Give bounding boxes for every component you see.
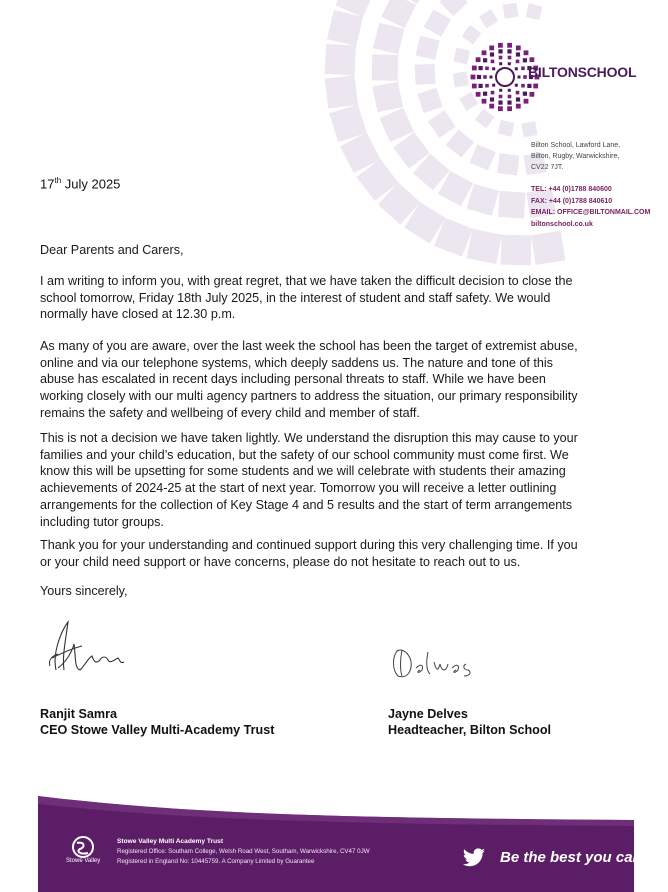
deco-square: [497, 153, 519, 175]
deco-square: [467, 184, 499, 216]
company-registration: Registered in England No: 10445759. A Company Limited by Guarantee: [117, 858, 315, 865]
deco-square: [428, 110, 456, 138]
registered-office: Registered Office: Southam College, Welsh Road West, Southam, Warwickshire, CV47 0JW: [117, 848, 370, 855]
logo-dot: [507, 43, 512, 48]
deco-square: [439, 0, 467, 16]
logo-dot: [521, 84, 525, 88]
school-address: [531, 140, 641, 173]
logo-dot: [516, 104, 521, 109]
logo-dot: [491, 91, 495, 95]
logo-dot: [523, 92, 527, 96]
logo-dot: [523, 58, 527, 62]
deco-square: [424, 9, 451, 36]
closing: Yours sincerely,: [40, 584, 128, 598]
logo-dot: [516, 91, 520, 95]
logo-dot: [491, 60, 495, 64]
deco-square: [417, 88, 442, 113]
paragraph-2: As many of you are aware, over the last week the school has been the target of extremist abuse, online and via our telephone systems, which deeply saddens us. The nature and tone of this abuse has escalated in recent days including personal threats to staff. While we have been working closely with our multi agency partners to address the situation, our primary responsibility remains the safety and wellbeing of every child and member of staff.: [40, 339, 578, 420]
signatory-1-title: CEO Stowe Valley Multi-Academy Trust: [40, 723, 275, 737]
salutation: Dear Parents and Carers,: [40, 243, 184, 257]
paragraph-1: I am writing to inform you, with great regret, that we have taken the difficult decision to close the school tomorrow, Friday 18th July 2025, in the interest of student and staff safety. We would normally have closed at 12.30 p.m.: [40, 274, 573, 322]
deco-square: [373, 23, 404, 54]
logo-dot: [498, 106, 503, 111]
logo-dot: [482, 99, 487, 104]
logo-dot: [499, 89, 502, 92]
logo-dot: [533, 84, 538, 89]
deco-square: [327, 10, 363, 46]
logo-dot: [516, 52, 520, 56]
deco-square: [498, 191, 526, 219]
stowe-valley-logo-label: Stowe Valley: [66, 858, 101, 864]
deco-square: [526, 3, 543, 20]
logo-dot: [479, 84, 483, 88]
deco-square: [415, 64, 436, 85]
deco-square: [453, 48, 470, 65]
logo-dot: [499, 56, 503, 60]
address-line: Bilton School, Lawford Lane,: [531, 142, 621, 149]
logo-dot: [523, 75, 527, 79]
logo-dot: [516, 60, 520, 64]
deco-square: [503, 3, 519, 19]
letter-date: 17th July 2025: [40, 176, 121, 192]
logo-dot: [490, 97, 494, 101]
logo-dot: [489, 46, 494, 51]
contact-email[interactable]: EMAIL: OFFICE@BILTONMAIL.COM: [531, 209, 651, 216]
logo-dot: [499, 62, 502, 65]
deco-square: [372, 54, 398, 80]
logo-dot: [508, 62, 511, 65]
logo-dot: [483, 58, 487, 62]
logo-dot: [489, 104, 494, 109]
logo-dot: [507, 106, 512, 111]
logo-dot: [516, 46, 521, 51]
logo-dot: [508, 95, 512, 99]
deco-square: [381, 0, 416, 28]
logo-dot: [490, 76, 493, 79]
logo-dot: [498, 49, 502, 53]
logo-dot: [498, 101, 502, 105]
trust-name: Stowe Valley Multi Academy Trust: [117, 838, 224, 845]
paragraph-3: This is not a decision we have taken lightly. We understand the disruption this may cause to your families and your child’s education, but the safety of our school community must come first. We know this will be upsetting for some students and we will celebrate with students their amazing achievements of 2024-25 at the start of next year. Tomorrow you will receive a letter outlining arrangements for the collection of Key Stage 4 and 5 results and the start of term arrangements including tutor groups.: [40, 431, 578, 529]
deco-square: [498, 120, 515, 137]
logo-dot: [483, 75, 487, 79]
logo-dot: [518, 76, 521, 79]
logo-dot: [515, 67, 518, 70]
deco-square: [446, 130, 474, 158]
logo-dot: [530, 92, 535, 97]
school-name: BILTONSCHOOL: [528, 64, 637, 80]
deco-square: [521, 121, 537, 137]
logo-dot: [508, 56, 512, 60]
signatory-1-name: Ranjit Samra: [40, 707, 117, 721]
contact-tel: TEL: +44 (0)1788 840600: [531, 186, 612, 193]
logo-dot: [498, 43, 503, 48]
paragraph-4: Thank you for your understanding and continued support during this very challenging time. If you or your child need support or have concerns, please do not hesitate to reach out to us.: [40, 538, 578, 569]
signature-delves: [388, 642, 488, 682]
address-line: CV22 7JT.: [531, 164, 564, 171]
logo-dot: [479, 66, 483, 70]
logo-dot: [490, 52, 494, 56]
school-contact: [531, 184, 651, 230]
logo-dot: [485, 84, 489, 88]
footer-registration: [117, 837, 370, 867]
contact-fax: FAX: +44 (0)1788 840610: [531, 197, 613, 205]
deco-square: [479, 9, 498, 28]
logo-dot: [507, 101, 511, 105]
logo-center-ring: [496, 68, 514, 86]
logo-dot: [492, 84, 495, 87]
logo-dot: [521, 67, 525, 71]
deco-square: [453, 71, 469, 87]
deco-square: [416, 36, 440, 60]
logo-dot: [524, 50, 529, 55]
logo-dot: [472, 66, 477, 71]
footer-tagline: Be the best you can be!: [500, 849, 668, 866]
deco-square: [470, 144, 496, 170]
logo-dot: [508, 89, 511, 92]
logo-dot: [482, 50, 487, 55]
address-line: Bilton, Rugby, Warwickshire,: [531, 153, 620, 160]
contact-website[interactable]: biltonschool.co.uk: [531, 220, 593, 228]
logo-dot: [507, 49, 511, 53]
signatory-2-name: Jayne Delves: [388, 707, 468, 721]
logo-dot: [515, 84, 518, 87]
deco-square: [372, 82, 403, 113]
logo-dot: [524, 99, 529, 104]
logo-dot: [516, 97, 520, 101]
deco-square: [325, 75, 358, 108]
logo-dot: [485, 67, 489, 71]
stowe-valley-logo-icon: [62, 835, 104, 875]
logo-dot: [527, 84, 531, 88]
twitter-bird-icon[interactable]: [462, 848, 486, 868]
logo-dot: [477, 75, 481, 79]
school-logo: [470, 42, 637, 112]
logo-dot: [476, 57, 481, 62]
logo-dot: [471, 75, 476, 80]
logo-dot: [530, 57, 535, 62]
signatory-2-title: Headteacher, Bilton School: [388, 723, 552, 737]
logo-dot: [472, 84, 477, 89]
logo-dot: [483, 92, 487, 96]
logo-dot: [499, 95, 503, 99]
logo-dot: [476, 92, 481, 97]
logo-dot: [492, 67, 495, 70]
signature-samra: [44, 612, 134, 678]
deco-square: [324, 44, 356, 76]
